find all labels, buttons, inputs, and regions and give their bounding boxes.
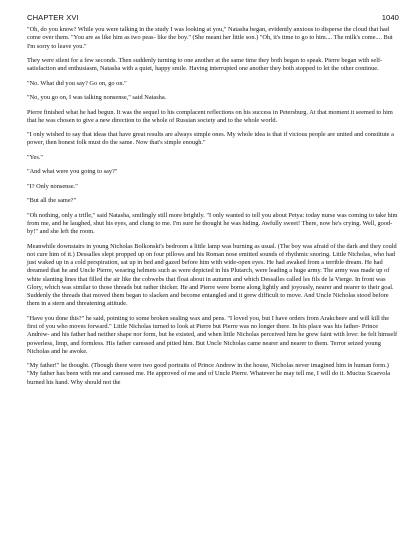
paragraph: "I only wished to say that ideas that have great results are always simple ones. My whole idea is that if vicious people are united and constitute a power, then honest folk must do the same. Now that's simple enough." (27, 131, 394, 147)
paragraph: Meanwhile downstairs in young Nicholas Bolkonski's bedroom a little lamp was burning as usual. (The boy was afraid of the dark and they could not cure him of it.) Dessalles slept propped up on four pillows and his Roman nose emitted sounds of rhythmic snoring. Little Nicholas, who had just waked up in a cold perspiration, sat up in bed and gazed before him with wide-open eyes. He had awaked from a terrible dream. He had dreamed that he and Uncle Pierre, wearing helmets such as were depicted in his Plutarch, were leading a huge army. The army was made up of white slanting lines that filled the air like the cobwebs that float about in autumn and which Dessalles called les fils de la Vierge. In front was Glory, which was similar to those threads but rather thicker. He and Pierre were borne along lightly and joyously, nearer and nearer to their goal. Suddenly the threads that moved them began to slacken and become entangled and it grew difficult to move. And Uncle Nicholas stood before them in a stern and threatening attitude. (27, 242, 397, 308)
paragraph: "Yes." (27, 153, 43, 161)
paragraph: "But all the same?" (27, 197, 77, 205)
paragraph: "And what were you going to say?" (27, 168, 118, 176)
page-number: 1040 (381, 13, 399, 22)
paragraph: They were silent for a few seconds. Then suddenly turning to one another at the same time they both began to speak. Pierre began with self-satisfaction and enthusiasm, Natasha with a quiet, happy smile. Having interrupted one another they both stopped to let the other continue. (27, 56, 383, 73)
paragraph: "No, you go on, I was talking nonsense," said Natasha. (27, 94, 167, 102)
chapter-body (27, 26, 399, 387)
paragraph: "My father!" he thought. (Though there were two good portraits of Prince Andrew in the house, Nicholas never imagined him in human form.) "My father has been with me and caressed me. He approved of me and of Uncle Pierre. Whatever he may tell me, I will do it. Mucius Scaevola burned his hand. Why should not the (27, 362, 391, 386)
paragraph: "Oh, do you know? While you were talking in the study I was looking at you," Natasha began, evidently anxious to disperse the cloud that had come over them. "You are as like him as two peas- like the boy." (She meant her little son.) "Oh, it's time to go to him.... The milk's come.... But I'm sorry to leave you." (27, 26, 393, 50)
paragraph: "No. What did you say? Go on, go on." (27, 79, 127, 87)
paragraph: "I? Only nonsense." (27, 182, 78, 190)
paragraph: "Oh nothing, only a trifle," said Natasha, smilingly still more brightly. "I only wanted to tell you about Petya: today nurse was coming to take him from me, and he laughed, shut his eyes, and clung to me. I'm sure he thought he was hiding. Awfully sweet! There, now he's crying. Well, good-by!" and she left the room. (27, 211, 398, 236)
paragraph: "Have you done this?" he said, pointing to some broken sealing wax and pens. "I loved you, but I have orders from Arakcheev and will kill the first of you who moves forward." Little Nicholas turned to look at Pierre but Pierre was no longer there. In his place was his father- Prince Andrew- and his father had neither shape nor form, but he existed, and when little Nicholas perceived him he grew faint with love: he felt himself powerless, limp, and formless. His father caressed and pitied him. But Uncle Nicholas came nearer and nearer to them. Terror seized young Nicholas and he awoke. (27, 314, 398, 355)
paragraph: Pierre finished what he had begun. It was the sequel to his complacent reflections on his success in Petersburg. At that moment it seemed to him that he was chosen to give a new direction to the whole of Russian society and to the whole world. (27, 108, 393, 124)
book-page (27, 13, 399, 393)
chapter-title: CHAPTER XVI (27, 13, 79, 22)
page-header (27, 13, 399, 22)
